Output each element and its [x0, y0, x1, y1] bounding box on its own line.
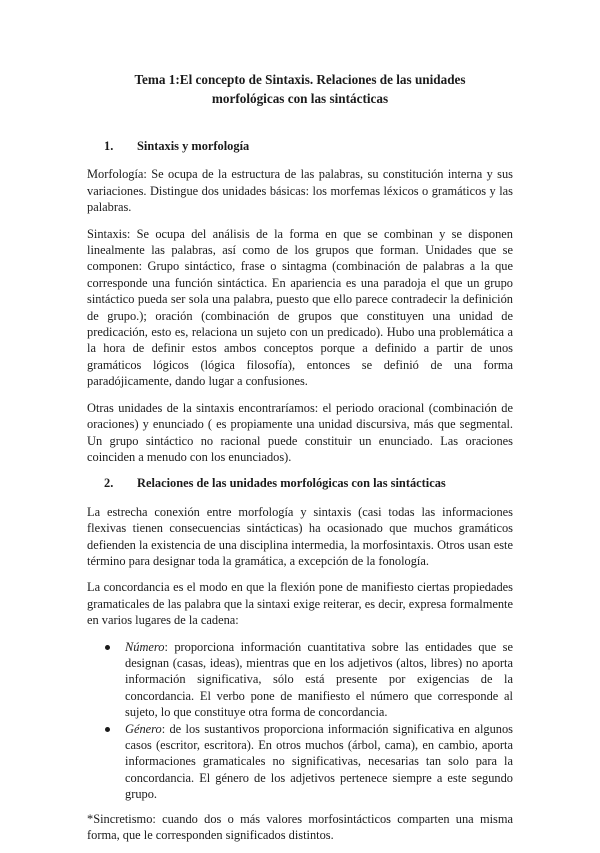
section-title: Sintaxis y morfología	[137, 139, 250, 153]
section-title: Relaciones de las unidades morfológicas con las sintácticas	[137, 476, 446, 491]
section-number: 1.	[104, 139, 114, 153]
paragraph-morfosintaxis: La estrecha conexión entre morfología y sintaxis (casi todas las informaciones flexivas tienen consecuencias sintácticas) ha ocasionado que muchos gramáticos defienden la existencia de una disciplina intermedia, la morfosintaxis. Otros usan este término para designar toda la gramática, a excepción de la fonología.	[87, 504, 513, 568]
paragraph-concordancia: La concordancia es el modo en que la flexión pone de manifiesto ciertas propiedades gramaticales de las palabra que la sintaxi exige reiterar, es decir, expresa formalmente en varios lugares de la cadena:	[87, 580, 513, 628]
bullet-term: Género	[125, 721, 162, 736]
section-heading-1	[87, 138, 513, 154]
paragraph-morfologia: Morfología: Se ocupa de la estructura de las palabras, su constitución interna y sus variaciones. Distingue dos unidades básicas: los morfemas léxicos o gramáticos y las palabras.	[87, 167, 513, 215]
list-item-genero	[87, 721, 513, 803]
section-heading-2	[87, 475, 513, 491]
footnote-sincretismo: *Sincretismo: cuando dos o más valores morfosintácticos comparten una misma forma, que le corresponden significados distintos.	[87, 811, 513, 843]
list-item-numero	[87, 639, 513, 721]
paragraph-otras-unidades: Otras unidades de la sintaxis encontraríamos: el periodo oracional (combinación de oraciones) y enunciado ( es propiamente una unidad discursiva, más que segmental. Un grupo sintáctico no racional puede constituir un enunciado. Las oraciones coinciden a menudo con los enunciados).	[87, 400, 513, 464]
bullet-icon	[105, 645, 110, 650]
title-line-1: Tema 1:El concepto de Sintaxis. Relaciones de las unidades	[134, 72, 466, 87]
bullet-list	[87, 639, 513, 803]
section-number: 2.	[104, 476, 114, 491]
paragraph-sintaxis: Sintaxis: Se ocupa del análisis de la forma en que se combinan y se disponen linealmente las palabras, así como de los grupos que forman. Unidades que se componen: Grupo sintáctico, frase o sintagma (combinación de palabras a la que corresponde una función sintáctica. En apariencia es una paradoja el que un grupo sintáctico pueda ser sola una palabra, puesto que ello parece contradecir la definición de grupo.); oración (combinación de grupos que constituyen una unidad de predicación, esto es, relaciona un sujeto con un predicado). Hubo una problemática a la hora de definir estos ambos conceptos porque a definido a partir de unos gramáticos lógicos (lógica filosofía), entonces se definió de una forma paradójicamente, dando lugar a confusiones.	[87, 226, 513, 389]
title-line-2: morfológicas con las sintácticas	[211, 91, 389, 106]
document-page	[87, 70, 513, 853]
bullet-text: : de los sustantivos proporciona información significativa en algunos casos (escritor, escritora). En otros muchos (árbol, cama), en cambio, aporta informaciones gramaticales no significativas, necesarias tan solo para la concordancia. El género de los adjetivos pertenece siempre a este segundo grupo.	[125, 721, 513, 802]
bullet-text: : proporciona información cuantitativa sobre las entidades que se designan (casas, ideas), mientras que en los adjetivos (altos, libres) no aporta información significativa, sólo está presente por exigencias de la concordancia. El verbo pone de manifiesto el número que corresponde al sujeto, lo que constituye otra forma de concordancia.	[125, 639, 513, 720]
bullet-icon	[105, 727, 110, 732]
document-title	[87, 70, 513, 108]
bullet-term: Número	[125, 639, 165, 654]
